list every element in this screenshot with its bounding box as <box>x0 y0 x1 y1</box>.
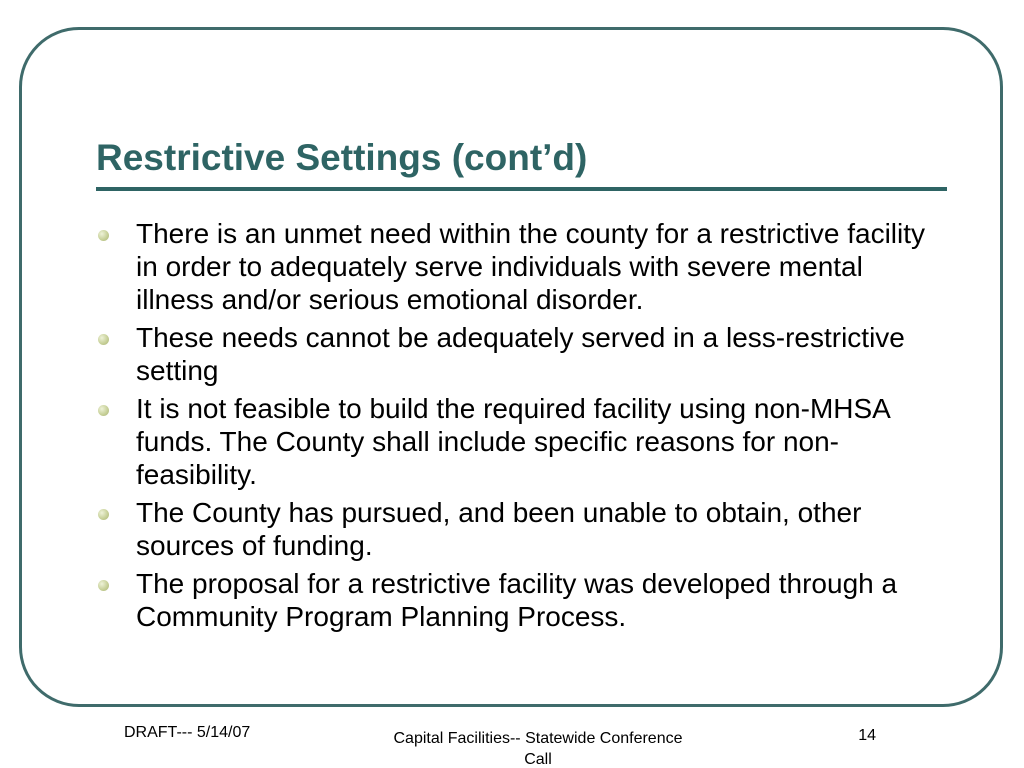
bullet-dot-icon <box>98 405 109 416</box>
bullet-text: The proposal for a restrictive facility was developed through a Community Program Planning Process. <box>136 568 898 632</box>
bullet-text: There is an unmet need within the county for a restrictive facility in order to adequately serve individuals with severe mental illness and/or serious emotional disorder. <box>136 218 926 315</box>
footer-date: DRAFT--- 5/14/07 <box>124 724 251 741</box>
bullet-list <box>98 217 948 638</box>
bullet-item <box>98 496 948 562</box>
bullet-item <box>98 321 948 387</box>
bullet-dot-icon <box>98 509 109 520</box>
bullet-item <box>98 392 948 491</box>
bullet-text: It is not feasible to build the required facility using non-MHSA funds. The County shall include specific reasons for non-feasibility. <box>136 393 890 490</box>
bullet-dot-icon <box>98 334 109 345</box>
slide-title: Restrictive Settings (cont’d) <box>96 137 588 178</box>
title-underline <box>96 187 947 191</box>
bullet-dot-icon <box>98 580 109 591</box>
bullet-item <box>98 217 948 316</box>
page-number: 14 <box>858 727 876 744</box>
bullet-text: These needs cannot be adequately served in a less-restrictive setting <box>136 322 905 386</box>
bullet-item <box>98 567 948 633</box>
footer-title: Capital Facilities-- Statewide Conference Call <box>393 730 683 768</box>
bullet-text: The County has pursued, and been unable to obtain, other sources of funding. <box>136 497 862 561</box>
bullet-dot-icon <box>98 230 109 241</box>
